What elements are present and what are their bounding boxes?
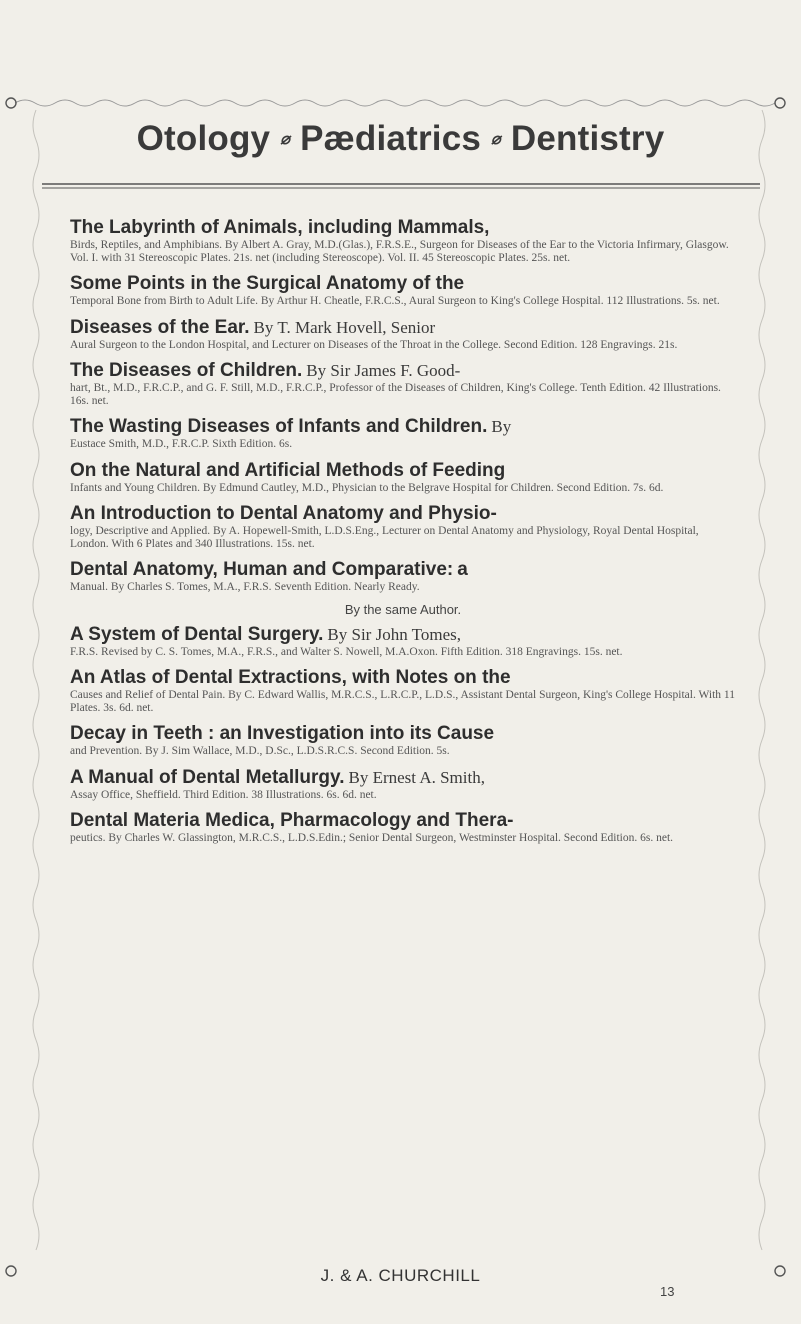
entry-title: Some Points in the Surgical Anatomy of the (70, 273, 465, 294)
entry-title: An Introduction to Dental Anatomy and Physio- (70, 503, 497, 524)
header-separator-2: ⌀ (491, 131, 501, 148)
entry-title: On the Natural and Artificial Methods of Feeding (70, 459, 506, 481)
entry-description: and Prevention. By J. Sim Wallace, M.D., D.Sc., L.D.S.R.C.S. Second Edition. 5s. (70, 745, 450, 757)
catalogue-entry (70, 623, 736, 659)
catalogue-entry (70, 272, 736, 308)
catalogue-entry (70, 415, 736, 451)
entry-author: By Ernest A. Smith, (348, 767, 485, 787)
corner-circle-tl (6, 98, 16, 108)
page-header (0, 119, 801, 159)
top-wavy-rule (15, 100, 775, 106)
catalogue-entries (70, 216, 736, 853)
entry-title: An Atlas of Dental Extractions, with Notes on the (70, 667, 511, 688)
entry-description: Temporal Bone from Birth to Adult Life. By Arthur H. Cheatle, F.R.C.S., Aural Surgeon to King's College Hospital. 112 Illustrations. 5s. net. (70, 295, 720, 307)
catalogue-entry (70, 316, 736, 352)
catalogue-entry (70, 502, 736, 550)
catalogue-entry (70, 722, 736, 758)
entry-author: a (457, 559, 468, 580)
entry-title: A System of Dental Surgery. (70, 623, 324, 645)
corner-circle-tr (775, 98, 785, 108)
catalogue-entry (70, 666, 736, 714)
catalogue-entry (70, 459, 736, 495)
entry-author: By Sir James F. Good- (306, 361, 461, 380)
entry-title: Diseases of the Ear. (70, 316, 250, 338)
publisher-name: J. & A. CHURCHILL (320, 1266, 481, 1285)
entry-title: The Labyrinth of Animals, including Mammals, (70, 217, 490, 238)
entry-description: Eustace Smith, M.D., F.R.C.P. Sixth Edition. 6s. (70, 438, 293, 450)
header-subject-paediatrics: Pædiatrics (300, 119, 482, 158)
catalogue-entry (70, 809, 736, 845)
entry-author: By Sir John Tomes, (327, 624, 461, 644)
entry-title: The Wasting Diseases of Infants and Children. (70, 416, 488, 437)
entry-title: Dental Materia Medica, Pharmacology and Thera- (70, 810, 514, 831)
entry-description: Infants and Young Children. By Edmund Cautley, M.D., Physician to the Belgrave Hospital for Children. Second Edition. 7s. 6d. (70, 481, 664, 494)
left-wavy-rule (33, 110, 39, 1250)
catalogue-entry (70, 766, 736, 802)
entry-description: Assay Office, Sheffield. Third Edition. 38 Illustrations. 6s. 6d. net. (70, 788, 377, 801)
entry-title: Decay in Teeth : an Investigation into its Cause (70, 723, 495, 744)
header-subject-dentistry: Dentistry (510, 119, 665, 158)
entry-description: Causes and Relief of Dental Pain. By C. Edward Wallis, M.R.C.S., L.R.C.P., L.D.S., Assistant Dental Surgeon, King's College Hospital. With 11 Plates. 3s. 6d. net. (70, 689, 736, 714)
page-number: 13 (660, 1284, 675, 1299)
header-subject-otology: Otology (136, 119, 271, 158)
entry-description: Birds, Reptiles, and Amphibians. By Albert A. Gray, M.D.(Glas.), F.R.S.E., Surgeon for Diseases of the Ear to the Victoria Infirmary, Glasgow. Vol. I. with 31 Stereoscopic Plates. 21s. net (including Stereoscope). Vol. II. 45 Stereoscopic Plates. 25s. net. (70, 239, 729, 264)
catalogue-entry (70, 558, 736, 594)
entry-description: peutics. By Charles W. Glassington, M.R.C.S., L.D.S.Edin.; Senior Dental Surgeon, Westminster Hospital. Second Edition. 6s. net. (70, 832, 674, 844)
entry-author: By (491, 417, 512, 436)
entry-description: logy, Descriptive and Applied. By A. Hopewell-Smith, L.D.S.Eng., Lecturer on Dental Anatomy and Physiology, Royal Dental Hospital, London. With 6 Plates and 340 Illustrations. 15s. net. (70, 525, 699, 550)
entry-description: Aural Surgeon to the London Hospital, and Lecturer on Diseases of the Throat in the College. Second Edition. 128 Engravings. 21s. (70, 338, 678, 351)
by-same-author-note: By the same Author. (344, 601, 462, 617)
right-wavy-rule (759, 110, 765, 1250)
entry-description: hart, Bt., M.D., F.R.C.P., and G. F. Still, M.D., F.R.C.P., Professor of the Diseases of Children, King's College. Tenth Edition. 42 Illustrations. 16s. net. (70, 382, 721, 407)
entry-title: The Diseases of Children. (70, 360, 303, 381)
entry-title: A Manual of Dental Metallurgy. (70, 766, 345, 788)
catalogue-entry (70, 359, 736, 407)
catalogue-entry (70, 216, 736, 264)
header-separator-1: ⌀ (280, 131, 291, 148)
entry-title: Dental Anatomy, Human and Comparative: (70, 559, 454, 580)
entry-description: Manual. By Charles S. Tomes, M.A., F.R.S. Seventh Edition. Nearly Ready. (70, 581, 420, 593)
entry-description: F.R.S. Revised by C. S. Tomes, M.A., F.R.S., and Walter S. Nowell, M.A.Oxon. Fifth Edition. 318 Engravings. 15s. net. (70, 645, 623, 658)
entry-author: By T. Mark Hovell, Senior (253, 317, 436, 337)
